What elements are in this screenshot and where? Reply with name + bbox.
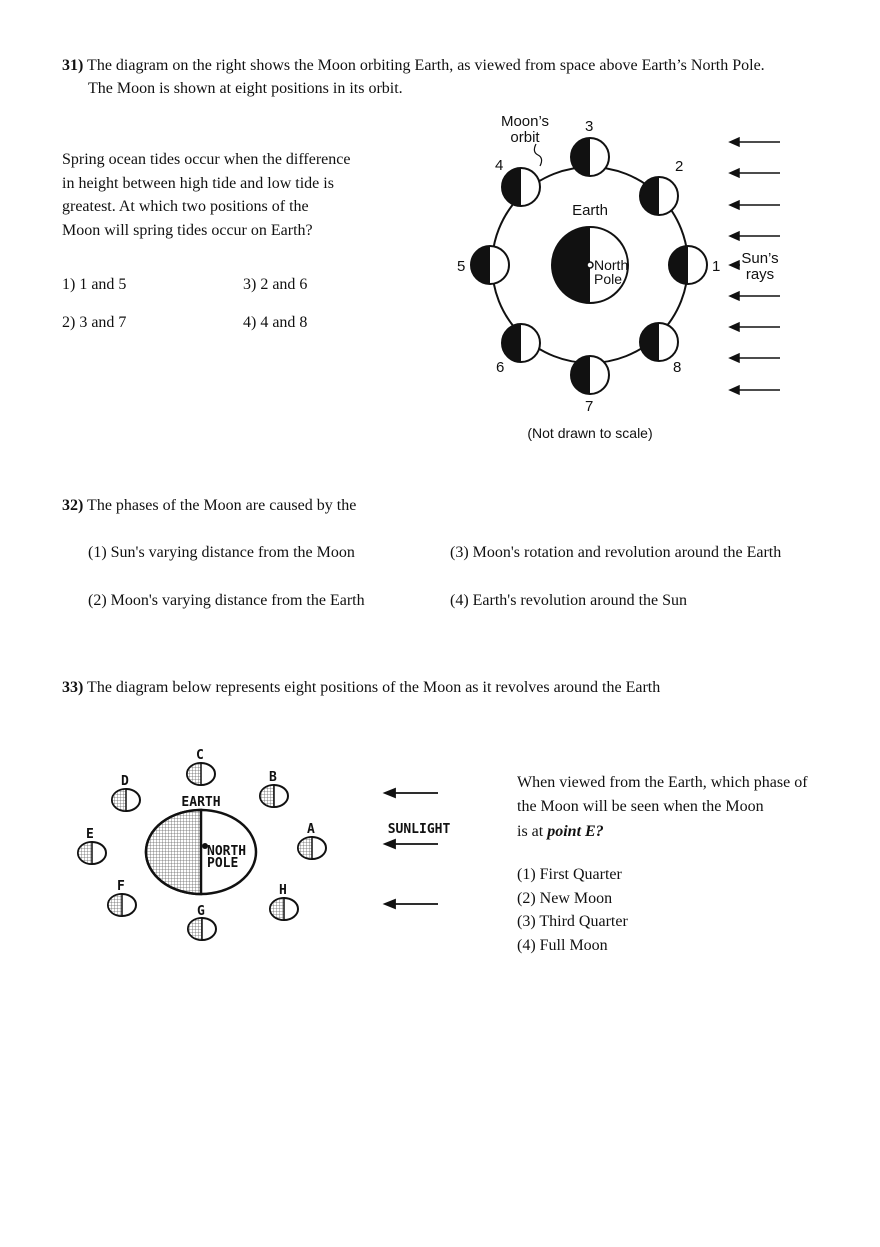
orbit-pointer [534, 144, 541, 166]
earth-label: Earth [572, 202, 608, 219]
q31-question-line: Moon will spring tides occur on Earth? [62, 221, 313, 239]
position-label-e: E [86, 827, 94, 842]
q31-intro [62, 54, 862, 78]
position-label-6: 6 [496, 359, 505, 376]
position-label-h: H [279, 883, 287, 898]
q31-intro-line1: The diagram on the right shows the Moon orbiting Earth, as viewed from space above Earth’s North Pole. [87, 57, 765, 74]
sunlight-label: SUNLIGHT [387, 822, 451, 837]
moon-position-8 [640, 323, 678, 361]
q33-choice-2[interactable]: (2) New Moon [517, 889, 613, 907]
q33-stem-text: The diagram below represents eight positions of the Moon as it revolves around the Earth [87, 679, 661, 696]
moon-position-7 [571, 356, 609, 394]
q33-choice-3[interactable]: (3) Third Quarter [517, 913, 628, 930]
q33-question-line3 [517, 820, 857, 844]
position-label-3: 3 [585, 118, 594, 135]
position-label-b: B [269, 770, 277, 785]
q33-question [517, 771, 857, 844]
position-label-2: 2 [675, 158, 684, 175]
orbit-label-1: Moon’s [500, 113, 550, 130]
q32-number: 32) [62, 497, 84, 514]
moon-position-c [187, 763, 215, 785]
orbit-label-2: orbit [510, 129, 540, 146]
position-label-d: D [121, 774, 129, 789]
q32-stem [62, 494, 762, 518]
moon-position-b [260, 785, 288, 807]
moon-position-5 [471, 246, 509, 284]
q31-question-line: greatest. At which two positions of the [62, 198, 309, 215]
q33-question-line2: the Moon will be seen when the Moon [517, 797, 764, 815]
q31-choice-4[interactable]: 4) 4 and 8 [243, 314, 308, 331]
north-pole-label-1: NORTH [207, 844, 247, 859]
moon-position-4 [502, 168, 540, 206]
moon-position-6 [502, 324, 540, 362]
diagram-caption: (Not drawn to scale) [527, 425, 653, 441]
q33-choice-4[interactable]: (4) Full Moon [517, 936, 608, 954]
q31-moon-orbit-diagram [440, 100, 800, 450]
q33-question-point: point E? [547, 823, 604, 840]
position-label-f: F [117, 879, 125, 894]
position-label-a: A [307, 822, 315, 837]
earth-label: EARTH [181, 795, 221, 810]
q32-choice-3[interactable]: (3) Moon's rotation and revolution around the Earth [450, 544, 782, 561]
moon-position-e [78, 842, 106, 864]
q33-stem [62, 676, 842, 700]
q33-number: 33) [62, 679, 84, 696]
position-label-g: G [197, 904, 205, 919]
q33-choices [517, 863, 817, 957]
q31-choice-1[interactable]: 1) 1 and 5 [62, 276, 127, 293]
position-label-1: 1 [712, 258, 721, 275]
moon-position-g [188, 918, 216, 940]
moon-position-a [298, 837, 326, 859]
position-label-7: 7 [585, 398, 594, 415]
q32-choice-1[interactable]: (1) Sun's varying distance from the Moon [88, 544, 355, 561]
moon-position-f [108, 894, 136, 916]
moon-position-h [270, 898, 298, 920]
north-pole-label-2: POLE [207, 856, 239, 871]
q31-choice-2[interactable]: 2) 3 and 7 [62, 314, 127, 331]
q33-question-line1: When viewed from the Earth, which phase of [517, 774, 808, 791]
sun-rays-label-1: Sun’s [741, 250, 779, 267]
moon-position-2 [640, 177, 678, 215]
sunlight-arrows [385, 789, 438, 908]
sun-rays-label-2: rays [745, 266, 775, 283]
q31-intro-line2: The Moon is shown at eight positions in its orbit. [88, 80, 403, 97]
position-label-8: 8 [673, 359, 682, 376]
moon-position-3 [571, 138, 609, 176]
moon-position-1 [669, 246, 707, 284]
q31-question-line: Spring ocean tides occur when the difference [62, 151, 351, 168]
q31-question-line: in height between high tide and low tide is [62, 174, 334, 192]
q33-moon-positions-diagram [60, 740, 470, 955]
q33-question-prefix: is at [517, 823, 548, 840]
north-pole-label-2: Pole [594, 271, 623, 287]
moon-position-d [112, 789, 140, 811]
position-label-4: 4 [495, 157, 504, 174]
q31-question [62, 148, 392, 242]
q31-number: 31) [62, 57, 84, 74]
q32-choice-2[interactable]: (2) Moon's varying distance from the Earth [88, 592, 365, 609]
q32-choice-4[interactable]: (4) Earth's revolution around the Sun [450, 592, 688, 609]
q33-choice-1[interactable]: (1) First Quarter [517, 866, 622, 883]
q31-choice-3[interactable]: 3) 2 and 6 [243, 276, 308, 293]
north-pole-label-1: North [594, 257, 629, 273]
q32-stem-text: The phases of the Moon are caused by the [87, 497, 357, 514]
position-label-5: 5 [457, 258, 466, 275]
position-label-c: C [196, 748, 204, 763]
